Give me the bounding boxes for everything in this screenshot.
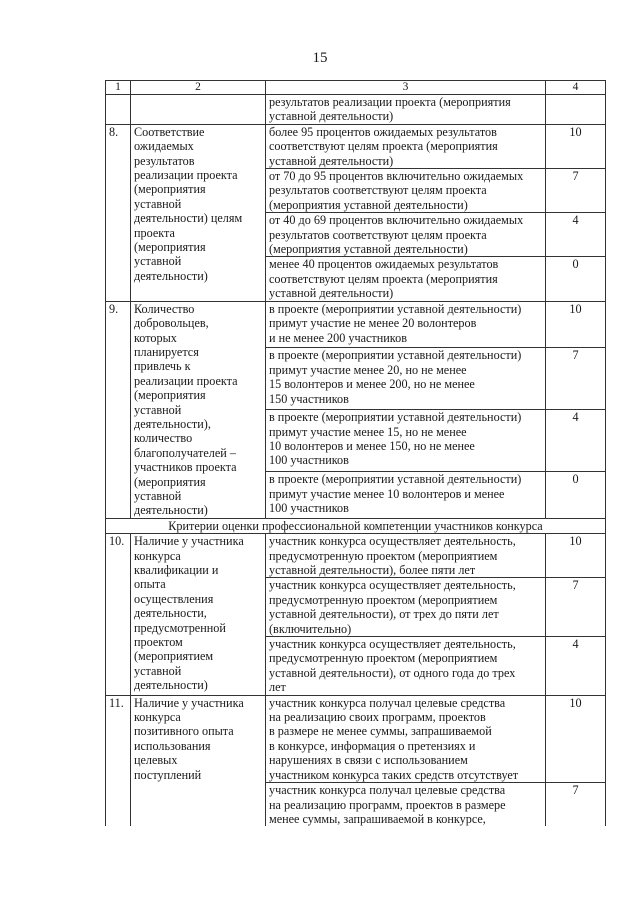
criterion-number: 11. — [106, 695, 131, 826]
table-row — [106, 301, 606, 348]
level-description: в проекте (мероприятии уставной деятельности) примут участие менее 10 волонтеров и менее 100 участников — [266, 472, 546, 519]
criterion-name: Соответствие ожидаемых результатов реализации проекта (мероприятия уставной деятельности) целям проекта (мероприятия уставной деятельности) — [131, 124, 266, 301]
level-description: в проекте (мероприятии уставной деятельности) примут участие не менее 20 волонтеров и не менее 200 участников — [266, 301, 546, 348]
level-score: 7 — [546, 169, 606, 213]
level-description: участник конкурса осуществляет деятельность, предусмотренную проектом (мероприятием уставной деятельности), от трех до пяти лет (включительно) — [266, 578, 546, 637]
level-score: 7 — [546, 348, 606, 410]
level-description: участник конкурса получал целевые средства на реализацию своих программ, проектов в размере не менее суммы, запрашиваемой в конкурсе, информация о претензиях и нарушениях в связи с использованием участником конкурса таких средств отсутствует — [266, 695, 546, 782]
continuation-num-cell — [106, 95, 131, 125]
section-title: Критерии оценки профессиональной компетенции участников конкурса — [106, 518, 606, 533]
criterion-number: 8. — [106, 124, 131, 301]
level-description: от 40 до 69 процентов включительно ожидаемых результатов соответствуют целям проекта (мероприятия уставной деятельности) — [266, 213, 546, 257]
criterion-number: 9. — [106, 301, 131, 518]
table-header-row — [106, 81, 606, 95]
level-description: в проекте (мероприятии уставной деятельности) примут участие менее 15, но не менее 10 волонтеров и менее 150, но не менее 100 участников — [266, 410, 546, 472]
criterion-number: 10. — [106, 534, 131, 695]
level-score: 0 — [546, 257, 606, 301]
level-score: 4 — [546, 410, 606, 472]
level-description: от 70 до 95 процентов включительно ожидаемых результатов соответствуют целям проекта (мероприятия уставной деятельности) — [266, 169, 546, 213]
criterion-name: Наличие у участника конкурса позитивного опыта использования целевых поступлений — [131, 695, 266, 826]
criterion-name: Количество добровольцев, которых планируется привлечь к реализации проекта (мероприятия уставной деятельности), количество благополучателей – участников проекта (мероприятия уставной деятельности) — [131, 301, 266, 518]
level-description: участник конкурса осуществляет деятельность, предусмотренную проектом (мероприятием уставной деятельности), от одного года до трех лет — [266, 637, 546, 696]
level-score: 10 — [546, 534, 606, 578]
continuation-row — [106, 95, 606, 125]
column-number-2: 2 — [131, 81, 266, 95]
level-description: участник конкурса осуществляет деятельность, предусмотренную проектом (мероприятием уставной деятельности), более пяти лет — [266, 534, 546, 578]
level-score: 10 — [546, 301, 606, 348]
table-row — [106, 124, 606, 168]
continuation-text: результатов реализации проекта (мероприятия уставной деятельности) — [266, 95, 546, 125]
column-number-4: 4 — [546, 81, 606, 95]
section-row — [106, 518, 606, 533]
level-description: более 95 процентов ожидаемых результатов соответствуют целям проекта (мероприятия уставной деятельности) — [266, 124, 546, 168]
level-description: участник конкурса получал целевые средства на реализацию программ, проектов в размере менее суммы, запрашиваемой в конкурсе, — [266, 783, 546, 827]
criteria-table — [105, 80, 606, 826]
criterion-name: Наличие у участника конкурса квалификации и опыта осуществления деятельности, предусмотренной проектом (мероприятием уставной деятельности) — [131, 534, 266, 695]
level-description: менее 40 процентов ожидаемых результатов соответствуют целям проекта (мероприятия уставной деятельности) — [266, 257, 546, 301]
level-score: 4 — [546, 637, 606, 696]
level-description: в проекте (мероприятии уставной деятельности) примут участие менее 20, но не менее 15 волонтеров и менее 200, но не менее 150 участников — [266, 348, 546, 410]
continuation-score-cell — [546, 95, 606, 125]
table-row — [106, 695, 606, 782]
column-number-1: 1 — [106, 81, 131, 95]
level-score: 10 — [546, 695, 606, 782]
level-score: 10 — [546, 124, 606, 168]
column-number-3: 3 — [266, 81, 546, 95]
level-score: 4 — [546, 213, 606, 257]
level-score: 7 — [546, 578, 606, 637]
table-row — [106, 534, 606, 578]
page-number: 15 — [312, 50, 328, 66]
level-score: 7 — [546, 783, 606, 827]
continuation-name-cell — [131, 95, 266, 125]
level-score: 0 — [546, 472, 606, 519]
